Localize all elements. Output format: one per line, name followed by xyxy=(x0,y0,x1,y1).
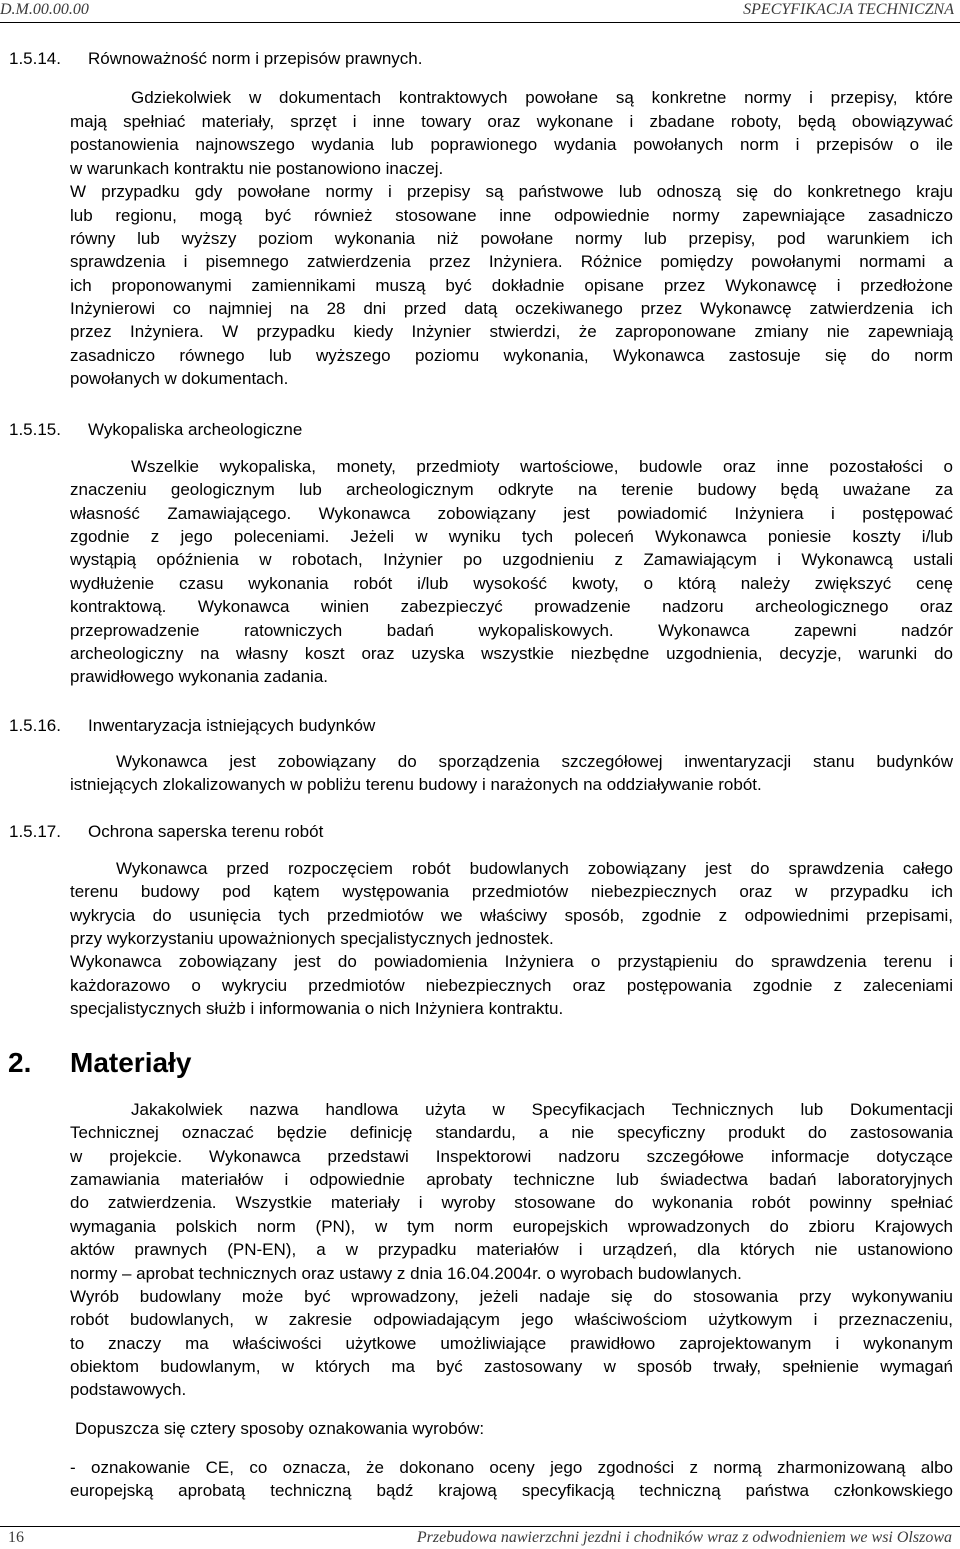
paragraph-line: istniejących zlokalizowanych w pobliżu terenu budowy i narażonych na oddziaływanie robót. xyxy=(70,775,762,794)
section-1-5-14-number: 1.5.14. xyxy=(9,49,61,68)
paragraph-line: zgodnie z jego poleceniami. Jeżeli w wyniku tych poleceń Wykonawca poniesie koszty i/lub xyxy=(70,527,953,546)
paragraph-line: kontraktową. Wykonawca winien zabezpieczyć prowadzenie nadzoru archeologicznego oraz xyxy=(70,597,953,616)
paragraph-line: Wszelkie wykopaliska, monety, przedmioty wartościowe, budowle oraz inne pozostałości o xyxy=(131,457,953,476)
paragraph-line: każdorazowo o wykryciu przedmiotów niebezpiecznych oraz postępowania zgodnie z zaleceniami xyxy=(70,976,953,995)
paragraph-line: prawidłowego wykonania zadania. xyxy=(70,667,328,686)
list-item: - oznakowanie CE, co oznacza, że dokonano oceny jego zgodności z normą zharmonizowaną albo xyxy=(70,1458,953,1477)
paragraph-line: mają spełniać materiały, sprzęt i inne towary oraz wykonane i zbadane roboty, będą obowiązywać xyxy=(70,112,953,131)
paragraph-line: równy lub wyższy poziom wykonania niż powołane normy lub przepisy, pod warunkiem ich xyxy=(70,229,953,248)
section-2-number: 2. xyxy=(8,1047,32,1078)
paragraph-line: archeologiczny na własny koszt oraz uzyska wszystkie niezbędne uzgodnienia, decyzje, warunki do xyxy=(70,644,953,663)
paragraph-line: aktów prawnych (PN-EN), a w przypadku materiałów i urządzeń, dla których nie ustanowiono xyxy=(70,1240,953,1259)
paragraph-line: terenu budowy pod kątem występowania przedmiotów niebezpiecznych oraz w przypadku ich xyxy=(70,882,953,901)
paragraph-line: Wykonawca przed rozpoczęciem robót budowlanych zobowiązany jest do sprawdzenia całego xyxy=(116,859,953,878)
paragraph-line: w projekcie. Wykonawca przedstawi Inspektorowi nadzoru szczegółowe informacje dotyczące xyxy=(70,1147,953,1166)
page-header xyxy=(0,0,960,23)
paragraph-line: zamawiania materiałów i odpowiednie aprobaty techniczne lub świadectwa badań laboratoryjnych xyxy=(70,1170,953,1189)
paragraph-line: Jakakolwiek nazwa handlowa użyta w Specyfikacjach Technicznych lub Dokumentacji xyxy=(131,1100,953,1119)
section-1-5-14-heading: Równoważność norm i przepisów prawnych. xyxy=(88,49,423,68)
paragraph-line: wykrycia do usunięcia tych przedmiotów we właściwy sposób, zgodnie z odpowiednimi przepisami, xyxy=(70,906,953,925)
section-1-5-15-number: 1.5.15. xyxy=(9,420,61,439)
paragraph-line: do zatwierdzenia. Wszystkie materiały i wyroby stosowane do wykonania robót powinny spełniać xyxy=(70,1193,953,1212)
paragraph-line: w warunkach kontraktu nie postanowiono inaczej. xyxy=(70,159,444,178)
paragraph-line: przy wykorzystaniu upoważnionych specjalistycznych jednostek. xyxy=(70,929,554,948)
document-type: SPECYFIKACJA TECHNICZNA xyxy=(743,1,954,18)
section-1-5-17-number: 1.5.17. xyxy=(9,822,61,841)
paragraph-line: sprawdzenia i pisemnego zatwierdzenia przez Inżyniera. Różnice pomiędzy powołanymi normami a xyxy=(70,252,953,271)
paragraph-line: wymagania polskich norm (PN), w tym norm europejskich wprowadzonych do zbioru Krajowych xyxy=(70,1217,953,1236)
paragraph-line: ich proponowanymi zamiennikami muszą być dokładnie opisane przez Wykonawcę i przedłożone xyxy=(70,276,953,295)
section-1-5-16-heading: Inwentaryzacja istniejących budynków xyxy=(88,716,376,735)
paragraph-line: Wykonawca zobowiązany jest do powiadomienia Inżyniera o przystąpieniu do sprawdzenia terenu i xyxy=(70,952,953,971)
paragraph-line: własność Zamawiającego. Wykonawca zobowiązany jest powiadomić Inżyniera i postępować xyxy=(70,504,953,523)
paragraph-line: W przypadku gdy powołane normy i przepisy są państwowe lub odnoszą się do konkretnego kraju xyxy=(70,182,953,201)
paragraph-line: robót budowlanych, w zakresie odpowiadającym jego właściwościom użytkowym i przeznaczeniu, xyxy=(70,1310,953,1329)
paragraph-line: lub regionu, mogą być również stosowane inne odpowiednie normy zapewniające zasadniczo xyxy=(70,206,953,225)
paragraph-line: obiektom budowlanym, w których ma być zastosowany w sposób trwały, spełnienie wymagań xyxy=(70,1357,953,1376)
section-1-5-17-heading: Ochrona saperska terenu robót xyxy=(88,822,324,841)
paragraph-line: Wykonawca jest zobowiązany do sporządzenia szczegółowej inwentaryzacji stanu budynków xyxy=(116,752,953,771)
paragraph-line: powołanych w dokumentach. xyxy=(70,369,289,388)
section-1-5-16-number: 1.5.16. xyxy=(9,716,61,735)
paragraph-line: Wyrób budowlany może być wprowadzony, jeżeli nadaje się do stosowania przy wykonywaniu xyxy=(70,1287,953,1306)
paragraph-line: Inżynierowi co najmniej na 28 dni przed datą oczekiwanego przez Wykonawcę zatwierdzenia ich xyxy=(70,299,953,318)
paragraph-line: przez Inżyniera. W przypadku kiedy Inżynier stwierdzi, że zaproponowane zmiany nie zapewniają xyxy=(70,322,953,341)
paragraph-line: wydłużenie czasu wykonania robót i/lub wysokość kwoty, o którą należy zwiększyć cenę xyxy=(70,574,953,593)
paragraph-line: znaczeniu geologicznym lub archeologicznym odkryte na terenie budowy będą uważane za xyxy=(70,480,953,499)
paragraph-line: normy – aprobat technicznych oraz ustawy z dnia 16.04.2004r. o wyrobach budowlanych. xyxy=(70,1264,742,1283)
paragraph-line: specjalistycznych służb i informowania o nich Inżyniera kontraktu. xyxy=(70,999,564,1018)
paragraph-line: wystąpią opóźnienia w robotach, Inżynier po uzgodnieniu z Zamawiającym i Wykonawcą ustali xyxy=(70,550,953,569)
paragraph-line: to znaczy ma właściwości użytkowe umożliwiające prawidłowo zaprojektowanym i wykonanym xyxy=(70,1334,953,1353)
paragraph-line: przeprowadzenie ratowniczych badań wykopaliskowych. Wykonawca zapewni nadzór xyxy=(70,621,953,640)
paragraph-line: Technicznej oznaczać będzie definicję standardu, a nie specyficzny produkt do zastosowania xyxy=(70,1123,953,1142)
document-code: D.M.00.00.00 xyxy=(0,1,89,18)
page-footer xyxy=(0,1526,960,1549)
project-title: Przebudowa nawierzchni jezdni i chodników wraz z odwodnieniem we wsi Olszowa xyxy=(416,1529,952,1546)
section-1-5-15-heading: Wykopaliska archeologiczne xyxy=(88,420,303,439)
paragraph-line: postanowienia najnowszego wydania lub poprawionego wydania powołanych norm i przepisów o ile xyxy=(70,135,953,154)
paragraph-line: Gdziekolwiek w dokumentach kontraktowych powołane są konkretne normy i przepisy, które xyxy=(131,88,953,107)
section-2-heading: Materiały xyxy=(70,1047,192,1078)
list-item: europejską aprobatą techniczną bądź krajową specyfikacją techniczną państwa członkowskiego xyxy=(70,1481,953,1500)
paragraph-line: podstawowych. xyxy=(70,1380,187,1399)
paragraph-line: zasadniczo równego lub wyższego poziomu wykonania, Wykonawca zastosuje się do norm xyxy=(70,346,953,365)
page-number: 16 xyxy=(8,1529,24,1546)
marking-methods-intro: Dopuszcza się cztery sposoby oznakowania wyrobów: xyxy=(75,1419,485,1438)
